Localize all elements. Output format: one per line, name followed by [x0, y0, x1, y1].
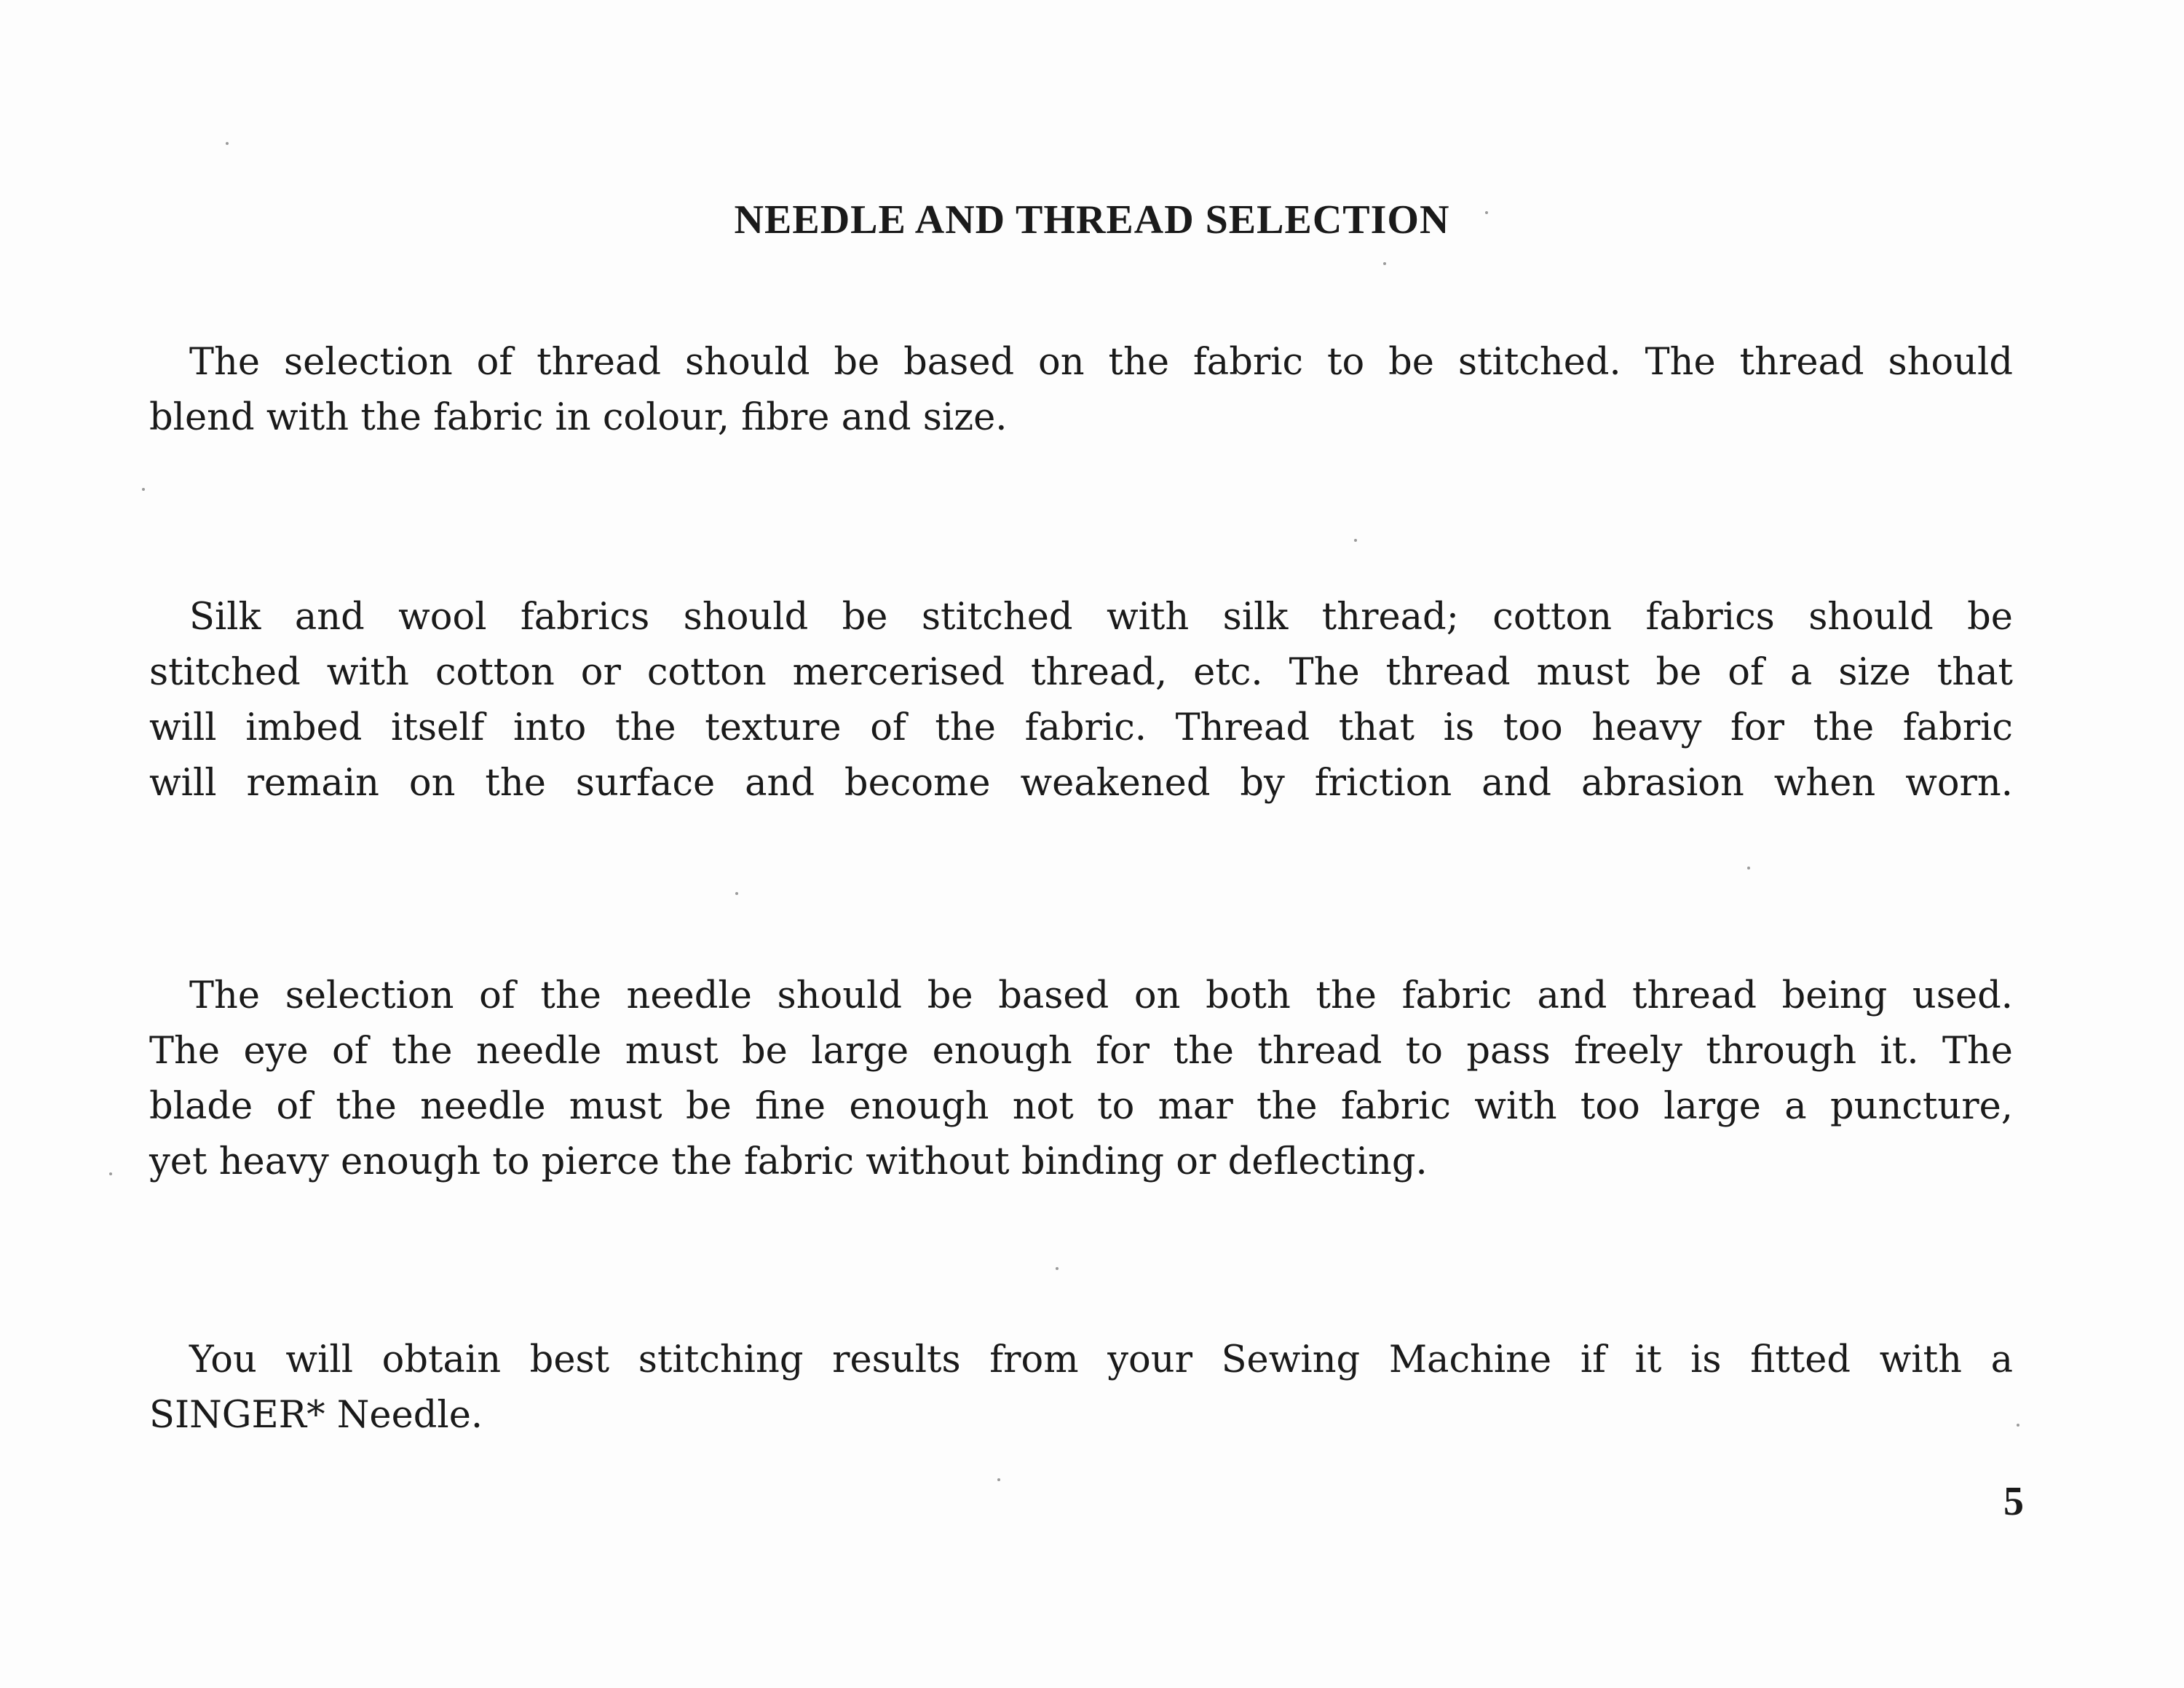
scan-speck — [1485, 211, 1488, 214]
paragraph-line: The selection of the needle should be based on both the fabric and thread being used. — [189, 974, 2013, 1017]
page-title: NEEDLE AND THREAD SELECTION — [734, 197, 1450, 242]
scan-speck — [2017, 1424, 2019, 1427]
paragraph-line: You will obtain best stitching results from your Sewing Machine if it is fitted with a — [189, 1338, 2013, 1381]
paragraph-line: The selection of thread should be based on the fabric to be stitched. The thread should — [189, 341, 2013, 384]
paragraph-line: blade of the needle must be fine enough not to mar the fabric with too large a puncture, — [149, 1085, 2013, 1128]
scan-speck — [1056, 1267, 1059, 1270]
paragraph-line: stitched with cotton or cotton mercerised thread, etc. The thread must be of a size that — [149, 651, 2013, 694]
paragraph-needle-selection — [149, 969, 2013, 1190]
scan-speck — [1383, 262, 1386, 265]
paragraph-line: The eye of the needle must be large enough for the thread to pass freely through it. The — [149, 1030, 2013, 1073]
paragraph-line: will imbed itself into the texture of the fabric. Thread that is too heavy for the fabric — [149, 706, 2013, 749]
paragraph-line: will remain on the surface and become weakened by friction and abrasion when worn. — [149, 762, 2013, 805]
paragraph-fabric-types — [149, 590, 2013, 811]
scan-speck — [109, 1172, 112, 1175]
paragraph-line: SINGER* Needle. — [149, 1394, 483, 1437]
paragraph-line: yet heavy enough to pierce the fabric without binding or deflecting. — [149, 1140, 1428, 1183]
scan-speck — [1354, 539, 1357, 542]
paragraph-thread-selection — [149, 335, 2013, 446]
page-number: 5 — [2003, 1479, 2024, 1524]
scan-speck — [142, 488, 145, 491]
scan-speck — [735, 892, 738, 895]
scan-speck — [997, 1478, 1000, 1481]
paragraph-line: blend with the fabric in colour, fibre and size. — [149, 396, 1008, 439]
paragraph-line: Silk and wool fabrics should be stitched with silk thread; cotton fabrics should be — [189, 596, 2013, 639]
scan-speck — [1747, 867, 1750, 869]
paragraph-singer-needle — [149, 1333, 2013, 1443]
scan-speck — [226, 142, 229, 145]
